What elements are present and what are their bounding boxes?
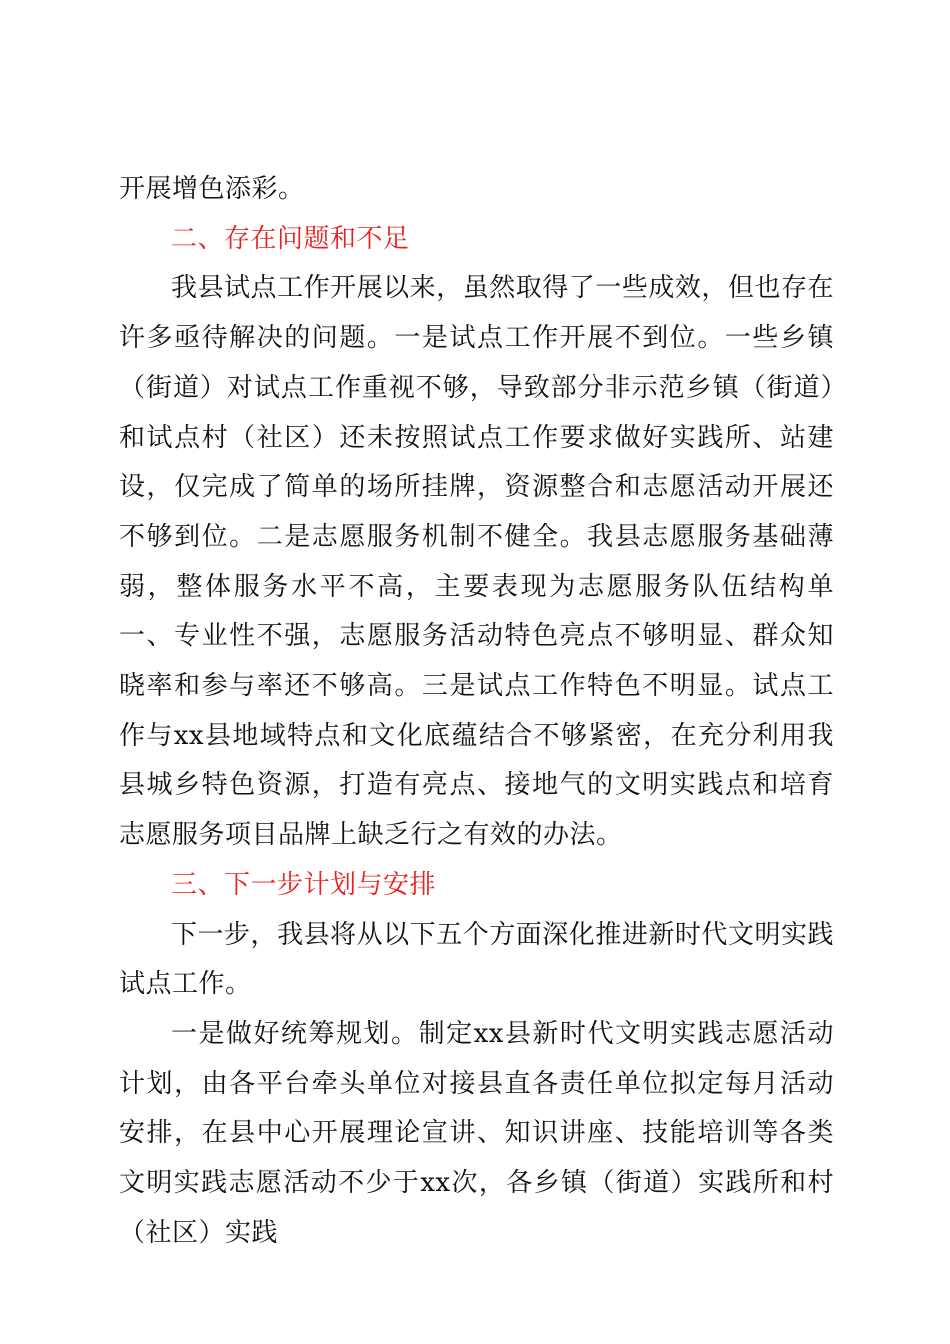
section-heading-problems: 二、存在问题和不足 bbox=[171, 223, 410, 254]
paragraph-problems: 我县试点工作开展以来，虽然取得了一些成效，但也存在许多亟待解决的问题。一是试点工作开展不到位。一些乡镇（街道）对试点工作重视不够，导致部分非示范乡镇（街道）和试点村（社区）还未按照试点工作要求做好实践所、站建设，仅完成了简单的场所挂牌，资源整合和志愿活动开展还不够到位。二是志愿服务机制不健全。我县志愿服务基础薄弱，整体服务水平不高，主要表现为志愿服务队伍结构单一、专业性不强，志愿服务活动特色亮点不够明显、群众知晓率和参与率还不够高。三是试点工作特色不明显。试点工作与xx县地域特点和文化底蕴结合不够紧密，在充分利用我县城乡特色资源，打造有亮点、接地气的文明实践点和培育志愿服务项目品牌上缺乏行之有效的办法。 bbox=[119, 273, 834, 851]
section-heading-next-steps: 三、下一步计划与安排 bbox=[171, 869, 437, 900]
document-body bbox=[119, 165, 834, 1258]
paragraph-continuation: 开展增色添彩。 bbox=[119, 174, 305, 204]
paragraph-next-steps-intro: 下一步，我县将从以下五个方面深化推进新时代文明实践试点工作。 bbox=[119, 919, 834, 1000]
paragraph-plan-one: 一是做好统筹规划。制定xx县新时代文明实践志愿活动计划，由各平台牵头单位对接县直各责任单位拟定每月活动安排，在县中心开展理论宣讲、知识讲座、技能培训等各类文明实践志愿活动不少于xx次，各乡镇（街道）实践所和村（社区）实践 bbox=[119, 1018, 834, 1248]
